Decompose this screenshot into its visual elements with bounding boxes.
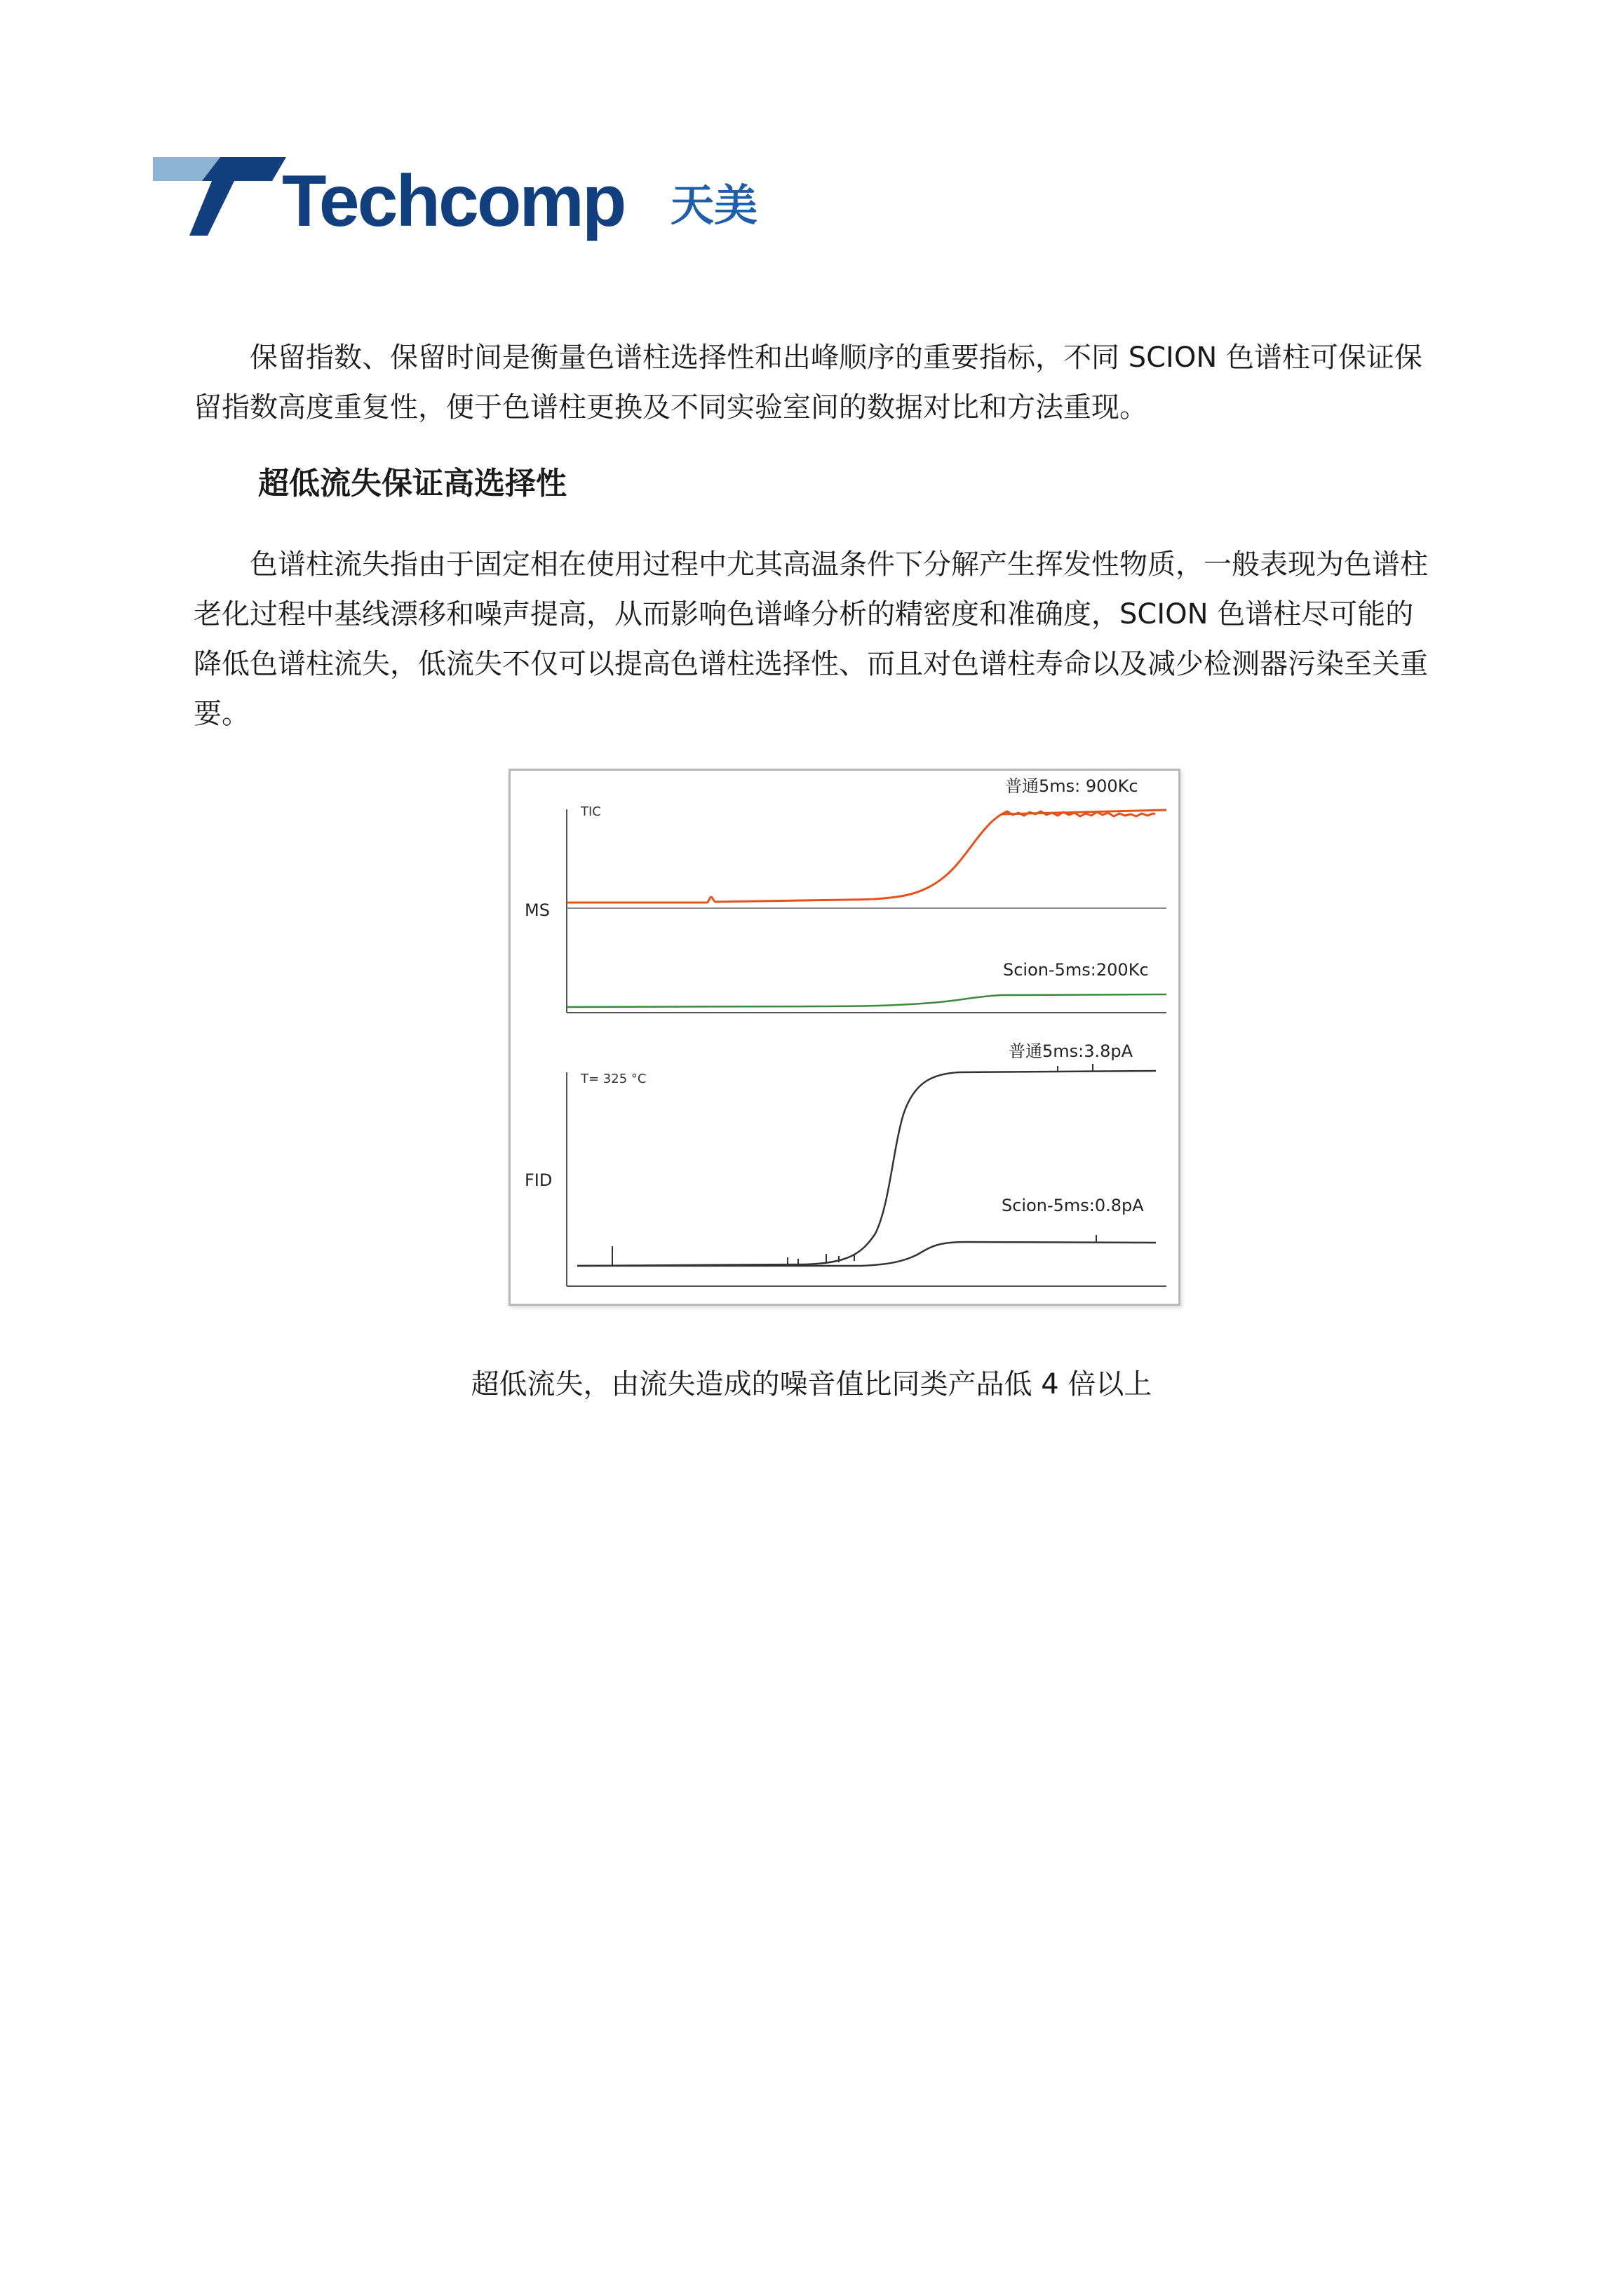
bleed-comparison-figure	[509, 769, 1180, 1306]
paragraph-column-bleed: 色谱柱流失指由于固定相在使用过程中尤其高温条件下分解产生挥发性物质，一般表现为色谱柱老化过程中基线漂移和噪声提高，从而影响色谱峰分析的精密度和准确度，SCION 色谱柱尽可能的降低色谱柱流失，低流失不仅可以提高色谱柱选择性、而且对色谱柱寿命以及减少检测器污染至关重要。	[194, 548, 1428, 730]
temperature-label: T= 325 °C	[581, 1072, 647, 1086]
ms-label: MS	[525, 900, 550, 920]
ms-scion-trace	[567, 994, 1166, 1007]
fid-normal-trace	[577, 1071, 1156, 1266]
section-heading: 超低流失保证高选择性	[258, 466, 567, 501]
figure-caption: 超低流失，由流失造成的噪音值比同类产品低 4 倍以上	[471, 1368, 1152, 1400]
fid-normal-label: 普通5ms:3.8pA	[1009, 1041, 1133, 1061]
logo-chinese-text: 天美	[671, 180, 758, 231]
fid-baseline-spikes	[788, 1064, 1096, 1264]
ms-scion-label: Scion-5ms:200Kc	[1003, 960, 1149, 980]
fid-label: FID	[525, 1170, 553, 1190]
techcomp-logo	[153, 147, 770, 245]
logo-brand-text: Techcomp	[282, 161, 625, 242]
ms-normal-label: 普通5ms: 900Kc	[1005, 776, 1138, 796]
fid-scion-label: Scion-5ms:0.8pA	[1002, 1196, 1144, 1215]
ms-normal-trace	[567, 810, 1166, 903]
paragraph-retention-index: 保留指数、保留时间是衡量色谱柱选择性和出峰顺序的重要指标，不同 SCION 色谱柱可保证保留指数高度重复性，便于色谱柱更换及不同实验室间的数据对比和方法重现。	[194, 342, 1422, 424]
tic-label: TIC	[581, 804, 601, 819]
